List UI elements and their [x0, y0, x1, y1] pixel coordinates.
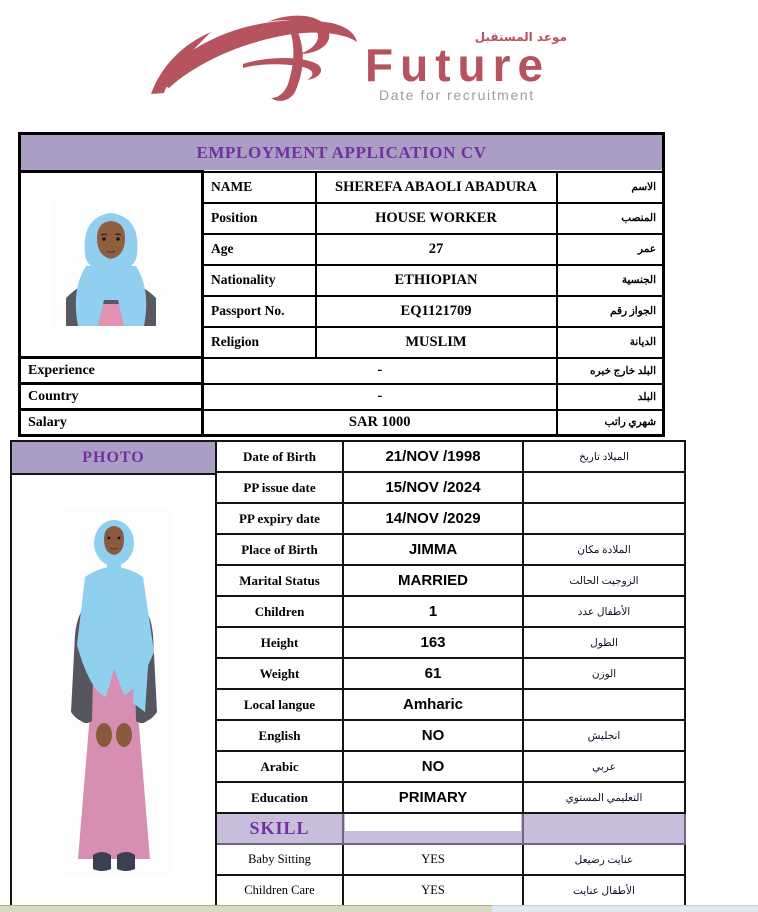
- field-label: Height: [216, 627, 343, 658]
- field-label-arabic: انجليش: [523, 720, 685, 751]
- bottom-strip-blue: [492, 905, 758, 912]
- application-details-table: [10, 440, 686, 907]
- field-value: EQ1121709: [316, 296, 557, 327]
- field-label-arabic: الاسم: [557, 172, 664, 203]
- skill-blank-inset: [345, 814, 521, 831]
- field-label: Place of Birth: [216, 534, 343, 565]
- field-value: 21/NOV /1998: [343, 441, 523, 472]
- field-label: NAME: [203, 172, 316, 203]
- field-label-arabic: عربي: [523, 751, 685, 782]
- field-label-arabic: الطول: [523, 627, 685, 658]
- skill-label-arabic: عنايت رضيعل: [523, 844, 685, 875]
- field-label-arabic: البلد خارج خبره: [557, 358, 664, 384]
- skill-blank-arabic-cell: [523, 813, 685, 844]
- field-label-arabic: الوزن: [523, 658, 685, 689]
- field-label: Position: [203, 203, 316, 234]
- field-label-arabic: [523, 503, 685, 534]
- field-value: 163: [343, 627, 523, 658]
- field-label: PP issue date: [216, 472, 343, 503]
- field-value: 1: [343, 596, 523, 627]
- field-value: ETHIOPIAN: [316, 265, 557, 296]
- field-label: Date of Birth: [216, 441, 343, 472]
- field-label: Arabic: [216, 751, 343, 782]
- logo-arabic-text: موعد المستقبل: [474, 30, 567, 44]
- logo-mark-icon: [147, 8, 377, 108]
- field-label: Marital Status: [216, 565, 343, 596]
- field-value: NO: [343, 720, 523, 751]
- field-value: MARRIED: [343, 565, 523, 596]
- field-label-arabic: الأطفال عدد: [523, 596, 685, 627]
- field-label-arabic: [523, 472, 685, 503]
- field-label: Education: [216, 782, 343, 813]
- field-value: 61: [343, 658, 523, 689]
- field-label: Salary: [20, 410, 203, 436]
- field-label-arabic: الجواز رقم: [557, 296, 664, 327]
- applicant-portrait-photo: [52, 198, 170, 326]
- skill-section-label: SKILL: [216, 813, 343, 844]
- field-label-arabic: البلد: [557, 384, 664, 410]
- field-label: PP expiry date: [216, 503, 343, 534]
- field-label-arabic: الزوجيت الحالت: [523, 565, 685, 596]
- field-label-arabic: عمر: [557, 234, 664, 265]
- field-value: PRIMARY: [343, 782, 523, 813]
- field-value: 15/NOV /2024: [343, 472, 523, 503]
- field-label-arabic: الملادة مكان: [523, 534, 685, 565]
- field-label: Nationality: [203, 265, 316, 296]
- field-label: Age: [203, 234, 316, 265]
- skill-label: Children Care: [216, 875, 343, 906]
- field-value: -: [203, 384, 557, 410]
- field-value: Amharic: [343, 689, 523, 720]
- full-body-photo-cell: [11, 441, 216, 906]
- page-bottom-strip: [0, 904, 758, 912]
- skill-label-arabic: الأطفال عنايت: [523, 875, 685, 906]
- field-value: JIMMA: [343, 534, 523, 565]
- field-label: English: [216, 720, 343, 751]
- field-label-arabic: المنصب: [557, 203, 664, 234]
- field-label-arabic: الجنسية: [557, 265, 664, 296]
- field-label: Country: [20, 384, 203, 410]
- photo-section-label: PHOTO: [12, 442, 215, 475]
- application-summary-table: [18, 132, 665, 437]
- field-label-arabic: [523, 689, 685, 720]
- logo-text-block: [365, 30, 593, 103]
- logo-tagline: Date for recruitment: [379, 87, 535, 104]
- field-label-arabic: الميلاد تاريخ: [523, 441, 685, 472]
- field-label: Passport No.: [203, 296, 316, 327]
- field-label-arabic: شهري راتب: [557, 410, 664, 436]
- skill-value: YES: [343, 844, 523, 875]
- field-value: 27: [316, 234, 557, 265]
- field-value: SAR 1000: [203, 410, 557, 436]
- field-value: MUSLIM: [316, 327, 557, 358]
- field-value: HOUSE WORKER: [316, 203, 557, 234]
- field-label: Religion: [203, 327, 316, 358]
- field-value: 14/NOV /2029: [343, 503, 523, 534]
- field-label-arabic: التعليمي المستوي: [523, 782, 685, 813]
- applicant-full-body-photo: [57, 507, 171, 875]
- field-value: NO: [343, 751, 523, 782]
- form-title: EMPLOYMENT APPLICATION CV: [20, 134, 664, 172]
- field-label: Experience: [20, 358, 203, 384]
- company-logo: [145, 4, 595, 110]
- bottom-strip-beige: [0, 905, 492, 912]
- field-label: Children: [216, 596, 343, 627]
- portrait-photo-cell: [20, 172, 203, 358]
- skill-blank-cell: [343, 813, 523, 844]
- field-label-arabic: الديانة: [557, 327, 664, 358]
- field-label: Local langue: [216, 689, 343, 720]
- field-value: SHEREFA ABAOLI ABADURA: [316, 172, 557, 203]
- logo-brand-name: Future: [365, 39, 551, 91]
- field-label: Weight: [216, 658, 343, 689]
- skill-label: Baby Sitting: [216, 844, 343, 875]
- field-value: -: [203, 358, 557, 384]
- skill-value: YES: [343, 875, 523, 906]
